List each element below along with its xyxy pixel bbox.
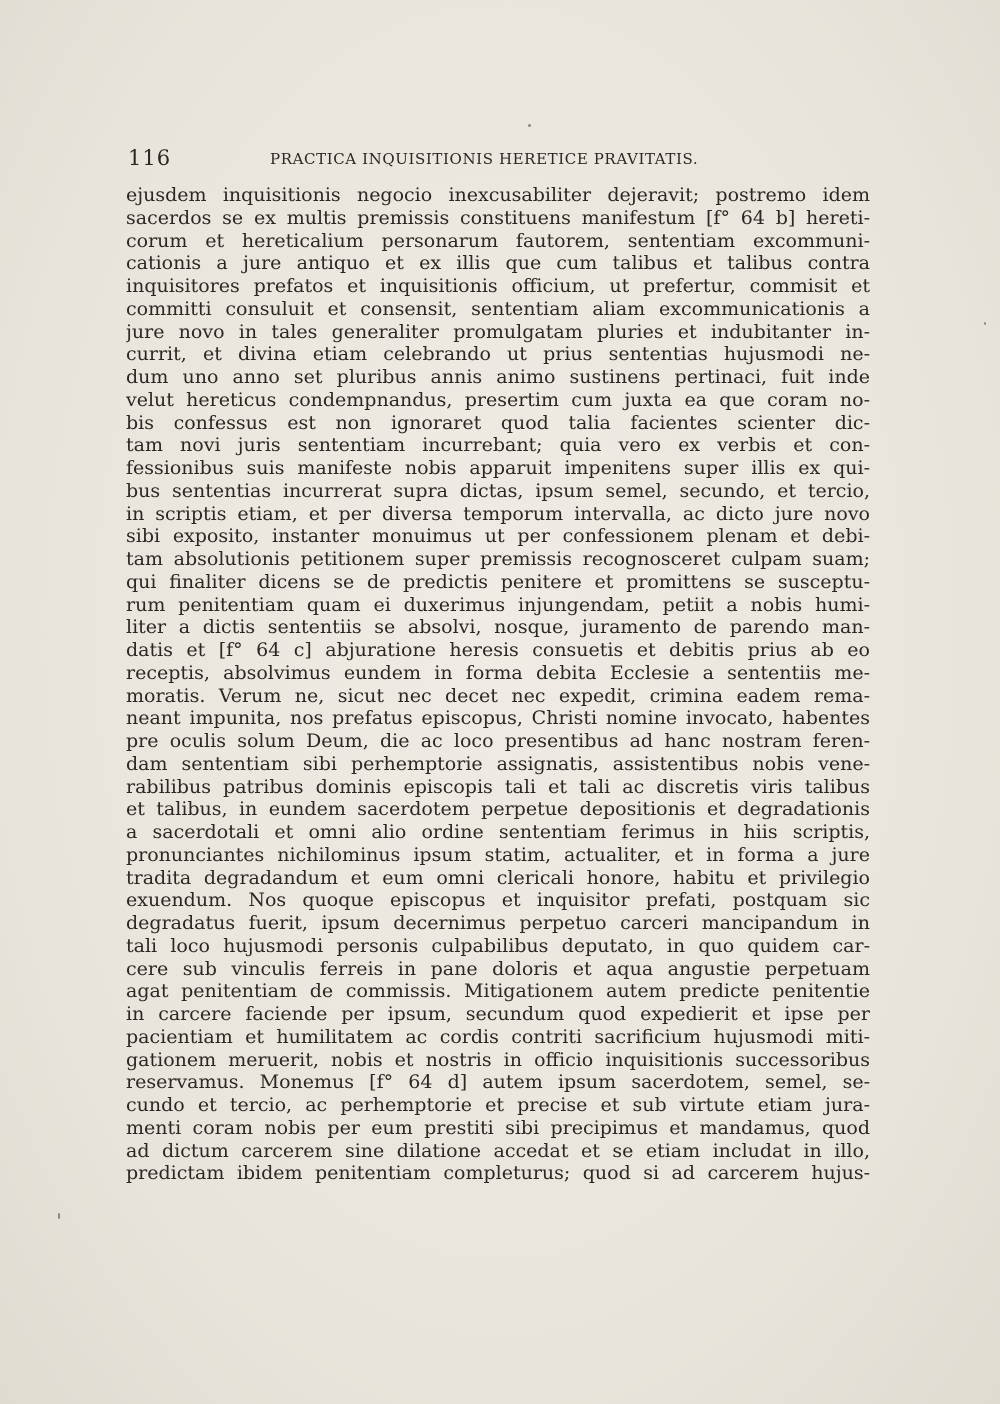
text-line: exuendum. Nos quoque episcopus et inquisitor prefati, postquam sic xyxy=(126,889,870,912)
text-line: datis et [f° 64 c] abjuratione heresis consuetis et debitis prius ab eo xyxy=(126,639,870,661)
text-line: jure novo in tales generaliter promulgatam pluries et indubitanter in- xyxy=(126,320,870,343)
text-line: currit, et divina etiam celebrando ut prius sententias hujusmodi ne- xyxy=(126,343,870,366)
text-line: sibi exposito, instanter monuimus ut per confessionem plenam et debi- xyxy=(126,525,870,548)
text-line: tali loco hujusmodi personis culpabilibus deputato, in quo quidem car- xyxy=(126,934,870,957)
text-line: cere sub vinculis ferreis in pane doloris et aqua angustie perpetuam xyxy=(126,957,870,980)
text-line: a sacerdotali et omni alio ordine sententiam ferimus in hiis scriptis, xyxy=(126,821,870,843)
text-line: neant impunita, nos prefatus episcopus, Christi nomine invocato, habentes xyxy=(126,707,870,730)
text-line: tam absolutionis petitionem super premissis recognosceret culpam suam; xyxy=(126,548,870,570)
text-line: tradita degradandum et eum omni clericali honore, habitu et privilegio xyxy=(126,866,870,889)
text-line: inquisitores prefatos et inquisitionis officium, ut prefertur, commisit et xyxy=(126,275,870,297)
text-line: dum uno anno set pluribus annis animo sustinens pertinaci, fuit inde xyxy=(126,366,870,388)
text-line: fessionibus suis manifeste nobis apparuit impenitens super illis ex qui- xyxy=(126,457,870,479)
text-line: tam novi juris sententiam incurrebant; quia vero ex verbis et con- xyxy=(126,434,870,457)
text-line: rabilibus patribus dominis episcopis tali et tali ac discretis viris talibus xyxy=(126,775,870,798)
text-line: bis confessus est non ignoraret quod talia facientes scienter dic- xyxy=(126,411,870,434)
running-title: PRACTICA INQUISITIONIS HERETICE PRAVITATIS. xyxy=(270,150,699,168)
text-line: dam sententiam sibi perhemptorie assignatis, assistentibus nobis vene- xyxy=(126,752,870,775)
text-line: committi consuluit et consensit, sententiam aliam excommunicationis a xyxy=(126,297,870,320)
text-line: agat penitentiam de commissis. Mitigationem autem predicte penitentie xyxy=(126,980,870,1003)
text-line: moratis. Verum ne, sicut nec decet nec expedit, crimina eadem rema- xyxy=(126,684,870,707)
page-number: 116 xyxy=(128,146,172,170)
text-line: pacientiam et humilitatem ac cordis contriti sacrificium hujusmodi miti- xyxy=(126,1025,870,1048)
page-header xyxy=(128,146,868,170)
ink-speck xyxy=(984,322,986,325)
text-line: pre oculis solum Deum, die ac loco presentibus ad hanc nostram feren- xyxy=(126,730,870,752)
text-line: menti coram nobis per eum prestiti sibi precipimus et mandamus, quod xyxy=(126,1116,870,1139)
text-line: rum penitentiam quam ei duxerimus injungendam, petiit a nobis humi- xyxy=(126,593,870,616)
text-line: in carcere faciende per ipsum, secundum quod expedierit et ipse per xyxy=(126,1003,870,1025)
text-line: cundo et tercio, ac perhemptorie et precise et sub virtute etiam jura- xyxy=(126,1094,870,1116)
text-line: bus sententias incurrerat supra dictas, ipsum semel, secundo, et tercio, xyxy=(126,479,870,502)
text-line: pronunciantes nichilominus ipsum statim, actualiter, et in forma a jure xyxy=(126,843,870,866)
body-text xyxy=(126,184,870,1185)
text-line: gationem meruerit, nobis et nostris in officio inquisitionis successoribus xyxy=(126,1048,870,1071)
text-line: cationis a jure antiquo et ex illis que cum talibus et talibus contra xyxy=(126,252,870,275)
text-line: sacerdos se ex multis premissis constituens manifestum [f° 64 b] hereti- xyxy=(126,206,870,229)
text-line: in scriptis etiam, et per diversa temporum intervalla, ac dicto jure novo xyxy=(126,502,870,525)
text-line: et talibus, in eundem sacerdotem perpetue depositionis et degradationis xyxy=(126,798,870,821)
text-line: velut hereticus condempnandus, presertim cum juxta ea que coram no- xyxy=(126,388,870,411)
text-line: reservamus. Monemus [f° 64 d] autem ipsum sacerdotem, semel, se- xyxy=(126,1071,870,1094)
text-line: liter a dictis sententiis se absolvi, nosque, juramento de parendo man- xyxy=(126,616,870,639)
text-line: qui finaliter dicens se de predictis penitere et promittens se susceptu- xyxy=(126,570,870,593)
ink-speck xyxy=(58,1213,60,1219)
ink-speck xyxy=(528,124,531,127)
text-line: ad dictum carcerem sine dilatione accedat et se etiam includat in illo, xyxy=(126,1139,870,1162)
text-line: receptis, absolvimus eundem in forma debita Ecclesie a sententiis me- xyxy=(126,661,870,684)
text-line: degradatus fuerit, ipsum decernimus perpetuo carceri mancipandum in xyxy=(126,912,870,934)
text-line: predictam ibidem penitentiam completurus; quod si ad carcerem hujus- xyxy=(126,1162,870,1185)
text-line: corum et hereticalium personarum fautorem, sententiam excommuni- xyxy=(126,229,870,252)
text-line: ejusdem inquisitionis negocio inexcusabiliter dejeravit; postremo idem xyxy=(126,184,870,206)
